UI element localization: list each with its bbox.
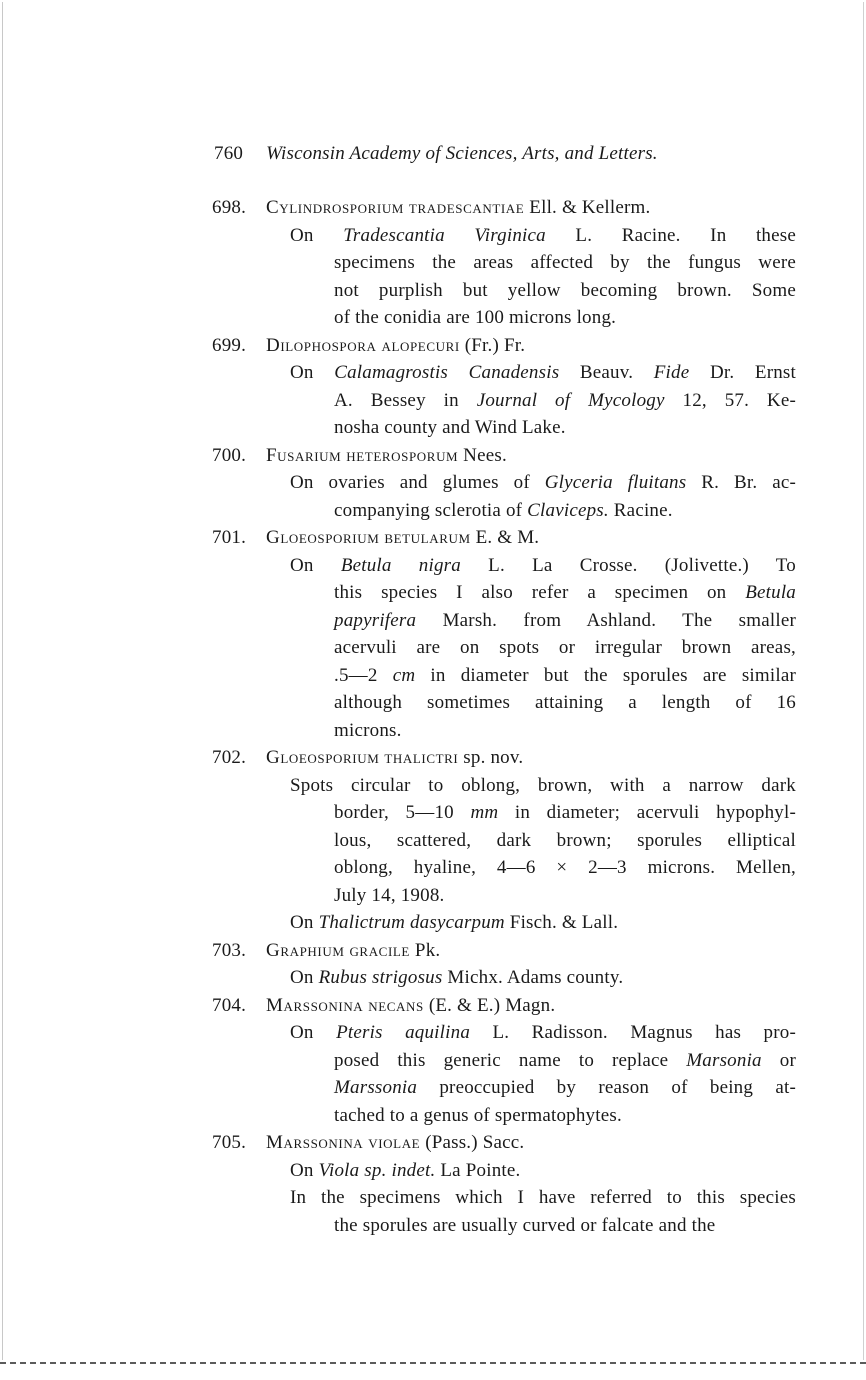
entry-text-line <box>290 359 796 386</box>
text-run: not purplish but yellow becoming brown. Some <box>334 279 796 301</box>
entry-text-line <box>290 222 796 249</box>
text-run: Dr. Ernst <box>689 362 796 383</box>
text-run: L. La Crosse. (Jolivette.) To <box>460 554 796 576</box>
entry-heading <box>212 1129 524 1156</box>
species-epithet: heterosporum <box>346 444 459 466</box>
entry-number: 705. <box>212 1132 247 1153</box>
italic-taxon: Calamagrostis Canadensis <box>334 362 560 383</box>
text-run: tached to a genus of spermatophytes. <box>334 1104 622 1126</box>
italic-taxon: Rubus strigosus <box>318 967 443 988</box>
species-epithet: necans <box>368 994 424 1016</box>
running-title: Wisconsin Academy of Sciences, Arts, and Letters. <box>266 143 658 164</box>
entry-text-line <box>334 662 796 689</box>
species-epithet: gracile <box>349 939 410 961</box>
text-run: Marsh. from Ashland. The smaller <box>416 609 796 631</box>
text-run: On <box>290 224 344 246</box>
running-header <box>214 143 774 165</box>
authority: (E. & E.) Magn. <box>428 994 556 1016</box>
italic-taxon: mm <box>470 802 499 823</box>
genus-name: Gloeosporium <box>266 527 380 548</box>
entry-text-line <box>334 1102 622 1129</box>
text-run: Racine. <box>608 499 673 521</box>
italic-taxon: Pteris aquilina <box>336 1022 471 1043</box>
text-run: July 14, 1908. <box>334 884 445 906</box>
text-run: L. Racine. In these <box>545 224 796 246</box>
species-epithet: alopecuri <box>381 334 460 356</box>
entry-text-line <box>290 469 796 496</box>
entry-text-line <box>334 689 796 716</box>
species-epithet: betularum <box>384 527 471 548</box>
entry-text-line <box>334 827 796 854</box>
entry-text-line <box>290 964 623 991</box>
italic-taxon: papyrifera <box>334 609 417 631</box>
text-run: preoccupied by reason of being at- <box>417 1077 796 1098</box>
authority: Ell. & Kellerm. <box>529 197 651 218</box>
entry-heading <box>212 992 555 1019</box>
genus-name: Fusarium <box>266 444 342 466</box>
text-run: this species I also refer a specimen on <box>334 582 746 603</box>
entry-text-line <box>334 249 796 276</box>
text-run: in diameter but the sporules are similar <box>415 664 796 686</box>
entry-number: 702. <box>212 747 247 768</box>
entry-text-line <box>334 634 796 661</box>
entry-text-line <box>334 387 796 414</box>
entry-number: 703. <box>212 939 247 961</box>
text-run: the sporules are usually curved or falcate and the <box>334 1214 716 1236</box>
page-bottom-edge <box>0 1362 866 1374</box>
authority: (Fr.) Fr. <box>464 334 526 356</box>
entry-text-line <box>334 799 796 826</box>
entry-text-line <box>334 304 616 331</box>
entry-heading <box>212 524 539 551</box>
entry-text-line <box>334 717 402 744</box>
genus-name: Dilophospora <box>266 334 377 356</box>
italic-taxon: Thalictrum dasycarpum <box>318 912 505 933</box>
text-run: .5—2 <box>334 664 393 686</box>
text-run: Michx. Adams county. <box>442 967 624 988</box>
italic-taxon: Journal of Mycology <box>476 389 665 411</box>
text-run: On <box>290 554 341 576</box>
text-run: posed this generic name to replace <box>334 1049 687 1071</box>
italic-taxon: Viola sp. indet. <box>318 1159 436 1181</box>
entry-text-line <box>334 579 796 606</box>
text-run: microns. <box>334 719 402 741</box>
entry-text-line <box>334 1212 715 1239</box>
entry-text-line <box>334 854 796 881</box>
italic-taxon: Glyceria fluitans <box>544 472 687 493</box>
italic-taxon: cm <box>392 664 416 686</box>
italic-taxon: Betula nigra <box>340 554 461 576</box>
page-number: 760 <box>214 143 244 164</box>
text-run: L. Radisson. Magnus has pro- <box>470 1022 796 1043</box>
entry-number: 700. <box>212 444 247 466</box>
text-run: On <box>290 1159 319 1181</box>
entry-text-line <box>334 497 673 524</box>
entry-text-line <box>290 772 796 799</box>
text-run: On <box>290 967 319 988</box>
text-run: In the specimens which I have referred to this species <box>290 1187 796 1208</box>
entry-heading <box>212 194 650 221</box>
text-run: 12, 57. Ke- <box>664 389 797 411</box>
text-run: oblong, hyaline, 4—6 × 2—3 microns. Mellen, <box>334 857 796 878</box>
text-run: specimens the areas affected by the fungus were <box>334 252 796 273</box>
species-epithet: tradescantiae <box>408 197 525 218</box>
text-run: Fisch. & Lall. <box>504 912 619 933</box>
text-run: On <box>290 1022 337 1043</box>
text-run: or <box>761 1049 796 1071</box>
authority: sp. nov. <box>463 747 524 768</box>
entry-heading <box>212 937 440 964</box>
entry-text-line <box>334 414 566 441</box>
text-run: Spots circular to oblong, brown, with a narrow dark <box>290 774 796 796</box>
entry-text-line <box>290 552 796 579</box>
italic-taxon: Betula <box>745 582 796 603</box>
entry-number: 698. <box>212 197 247 218</box>
entry-text-line <box>334 1074 796 1101</box>
text-run: On <box>290 912 319 933</box>
entry-text-line <box>334 607 796 634</box>
text-run: R. Br. ac- <box>686 472 796 493</box>
species-epithet: violae <box>368 1132 421 1153</box>
italic-taxon: Marsonia <box>686 1049 762 1071</box>
text-run: A. Bessey in <box>334 389 477 411</box>
text-run: although sometimes attaining a length of 16 <box>334 692 796 713</box>
entry-heading <box>212 332 525 359</box>
authority: (Pass.) Sacc. <box>425 1132 525 1153</box>
text-run: Beauv. <box>559 362 654 383</box>
text-run: nosha county and Wind Lake. <box>334 417 566 438</box>
entry-heading <box>212 744 523 771</box>
authority: Nees. <box>463 444 507 466</box>
entry-number: 704. <box>212 994 247 1016</box>
text-run: On <box>290 362 335 383</box>
authority: Pk. <box>414 939 441 961</box>
text-run: On ovaries and glumes of <box>290 472 545 493</box>
text-run: acervuli are on spots or irregular brown areas, <box>334 637 796 658</box>
entry-text-line <box>290 1157 520 1184</box>
entry-text-line <box>290 909 618 936</box>
italic-taxon: Tradescantia Virginica <box>343 224 546 246</box>
authority: E. & M. <box>475 527 540 548</box>
text-run: of the conidia are 100 microns long. <box>334 307 617 328</box>
text-run: lous, scattered, dark brown; sporules elliptical <box>334 829 796 851</box>
italic-taxon: Marssonia <box>334 1077 418 1098</box>
entry-text-line <box>334 882 444 909</box>
text-run: La Pointe. <box>435 1159 521 1181</box>
text-run: in diameter; acervuli hypophyl- <box>498 802 796 823</box>
text-run: border, 5—10 <box>334 802 471 823</box>
genus-name: Marssonina <box>266 1132 364 1153</box>
entry-text-line <box>290 1184 796 1211</box>
entry-number: 701. <box>212 527 247 548</box>
entry-heading <box>212 442 507 469</box>
genus-name: Cylindrosporium <box>266 197 404 218</box>
text-run: companying sclerotia of <box>334 499 528 521</box>
entry-text-line <box>334 1047 796 1074</box>
entry-text-line <box>290 1019 796 1046</box>
entry-text-line <box>334 277 796 304</box>
genus-name: Graphium <box>266 939 345 961</box>
italic-taxon: Fide <box>653 362 690 383</box>
species-epithet: thalictri <box>384 747 459 768</box>
italic-taxon: Claviceps. <box>527 499 609 521</box>
entry-number: 699. <box>212 334 247 356</box>
genus-name: Marssonina <box>266 994 364 1016</box>
genus-name: Gloeosporium <box>266 747 380 768</box>
